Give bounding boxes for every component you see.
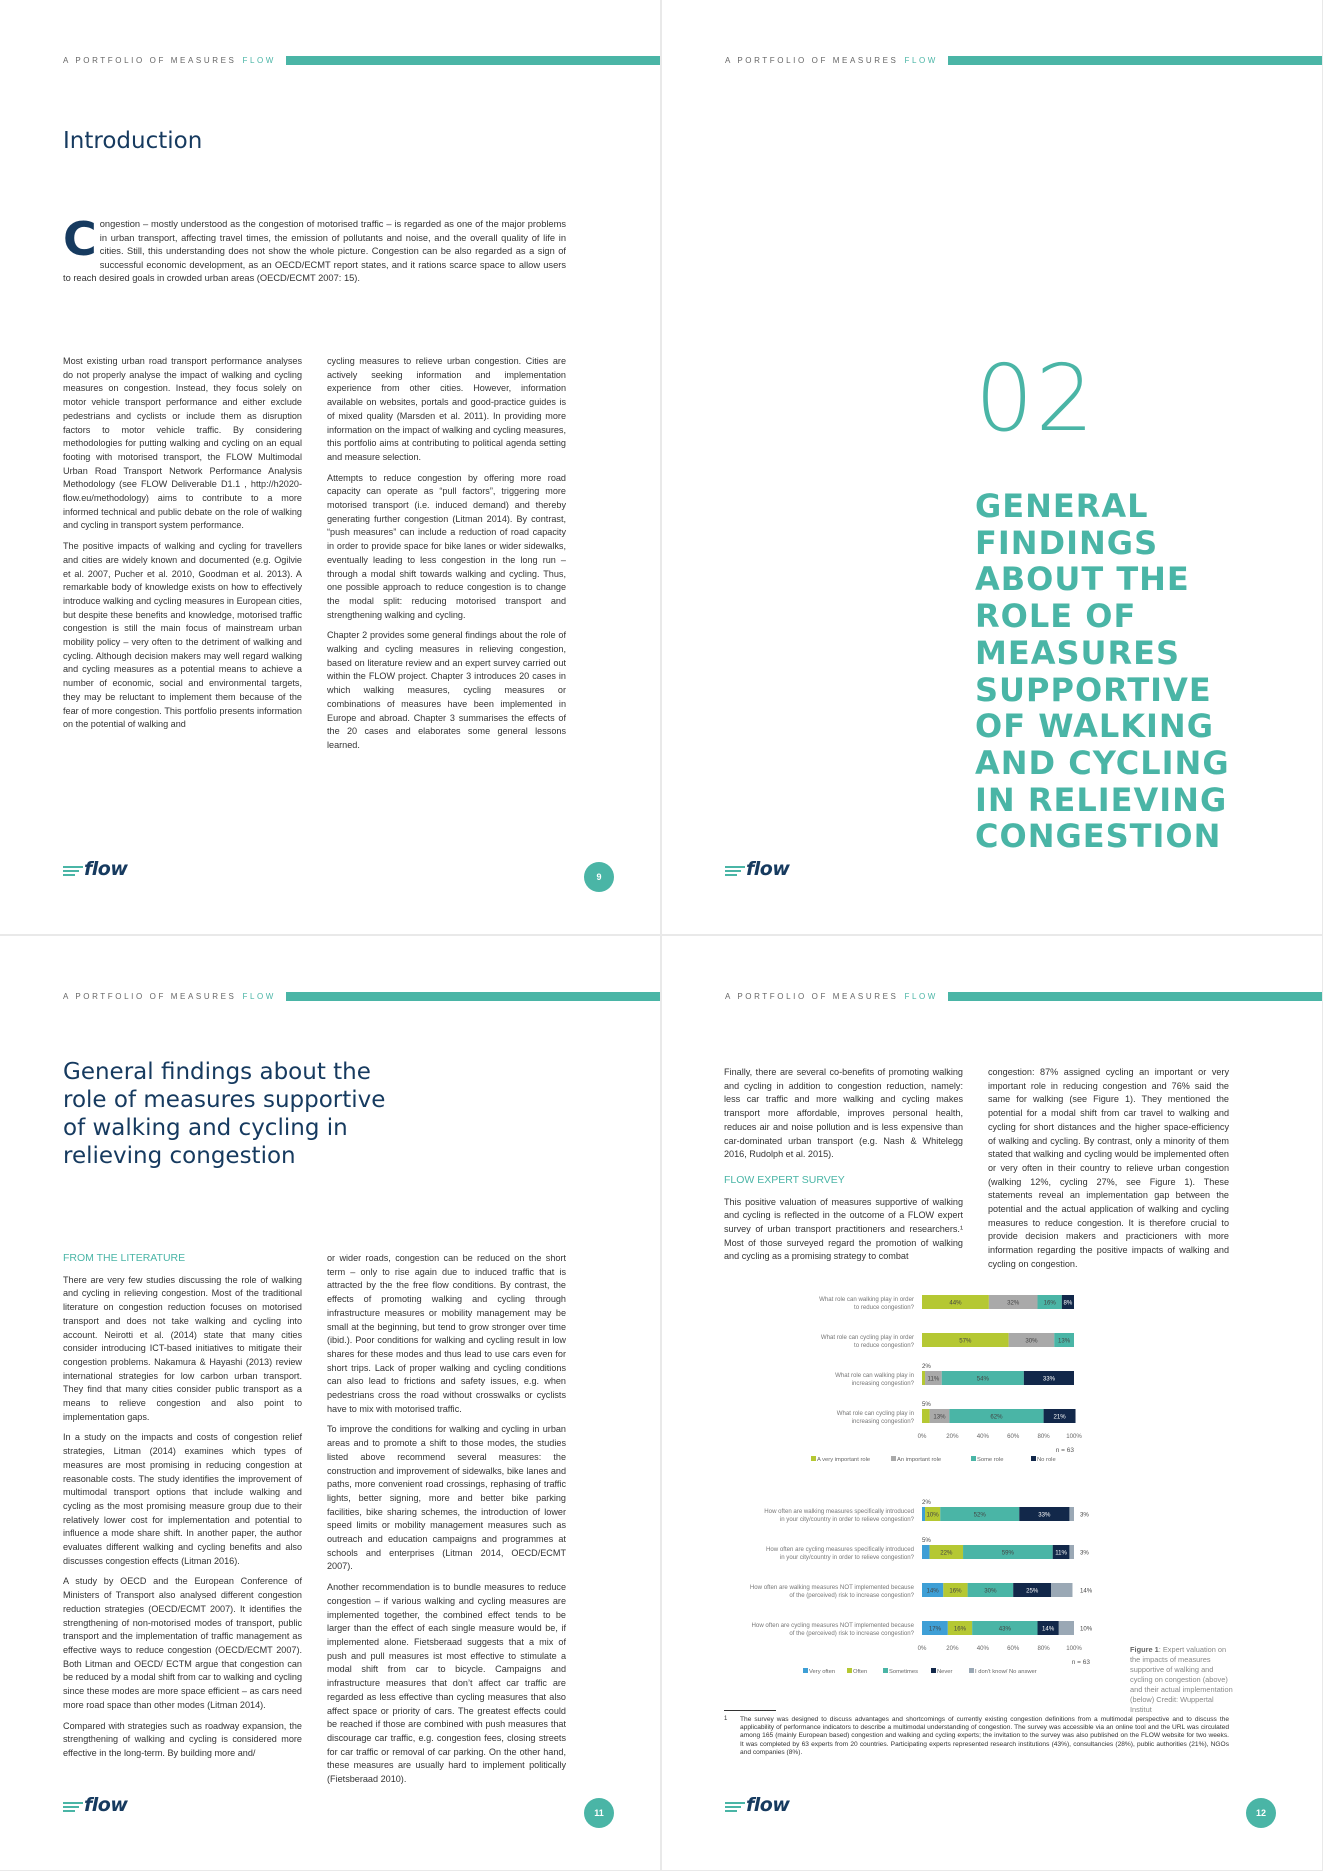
category-label: of the (perceived) risk to increase congestion? [789, 1592, 914, 1599]
data-label: 3% [1080, 1549, 1089, 1557]
data-label: 44% [949, 1299, 962, 1307]
paragraph: In a study on the impacts and costs of congestion relief strategies, Litman (2014) examines which types of measures are most promising in reducing congestion at reasonable costs. The study identifies the improvement of multimodal transport options that include walking and cycling as the most promising measure group due to their relatively lower cost for implementation and potential to influence a mode share shift. In another paper, the author evaluates different walking and cycling benefits and also discusses congestion effects (Litman 2016). [63, 1432, 302, 1566]
data-label: 43% [998, 1625, 1011, 1633]
bar-segment [922, 1371, 925, 1385]
data-label: 11% [927, 1375, 940, 1383]
paragraph: Another recommendation is to bundle measures to reduce congestion – if various walking and cycling measures are implemented together, the combined effect tends to be larger than the effect of each single measure would be, if implemented alone. Fietsberaad suggests that a mix of push and pull measures ist most effective to stimulate a modal shift from car to bicycle. Campaigns and infrastructure measures that don’t affect car traffic are regarded as less effective than cycling measures that also affect space or priority of cars. The greatest effects could be reached if those are combined with push measures that discourage car traffic, e.g. congestion fees, closing streets for car traffic or removal of car parking. On the other hand, these measures are usually hard to implement politically (Fietsberaad 2010). [327, 1582, 566, 1785]
data-label: 16% [1043, 1299, 1056, 1307]
paragraph: congestion: 87% assigned cycling an important or very important role in reducing congestion and 76% said the same for walking (see Figure 1). They mentioned the potential for a modal shift from car travel to walking and cycling for short distances and the higher space-efficiency of walking and cycling. By contrast, only a minority of them stated that walking and cycling would be implemented often or very often in their country to relieve urban congestion (walking 12%, cycling 27%, see Figure 1). These statements reveal an implementation gap between the potential and the actual application of walking and cycling measures to reduce congestion. It is therefore crucial to provide decision makers and practicioners with more information regarding the positive impacts of walking and cycling on congestion. [988, 1067, 1229, 1269]
data-label: 54% [976, 1375, 989, 1383]
tick-label: 20% [946, 1433, 959, 1440]
bar-segment [922, 1545, 930, 1559]
stacked-bar-charts [735, 1288, 1155, 1708]
legend-label: Never [937, 1669, 953, 1675]
paragraph: cycling measures to relieve urban congestion. Cities are actively seeking information and implementation experience from other cities. However, information available on websites, portals and good-practice guides is of mixed quality (Marsden et al. 2011). In providing more information on the impact of walking and cycling measures, this portfolio aims at contributing to political agenda setting and measure selection. [327, 356, 566, 462]
text-column-left [724, 1066, 963, 1271]
category-label: increasing congestion? [851, 1418, 914, 1425]
page-number: 9 [584, 862, 614, 892]
tick-label: 80% [1037, 1645, 1050, 1652]
data-label: 52% [973, 1511, 986, 1519]
tick-label: 60% [1007, 1645, 1020, 1652]
tick-label: 60% [1007, 1433, 1020, 1440]
tick-label: 40% [976, 1433, 989, 1440]
data-label: 33% [1042, 1375, 1056, 1383]
header-flow: FLOW [904, 56, 938, 65]
bar-segment [1069, 1545, 1074, 1559]
paragraph: Chapter 2 provides some general findings about the role of walking and cycling measures in relieving congestion, based on literature review and an expert survey carried out within the FLOW project. Chapter 3 introduces 20 cases in which walking measures, cycling measures or combinations of measures have been implemented in Europe and abroad. Chapter 3 summarises the effects of the 20 cases and elaborates some general lessons learned. [327, 630, 566, 750]
paragraph: Most existing urban road transport performance analyses do not properly analyse the impact of walking and cycling measures on congestion. Instead, they focus solely on motor vehicle transport performance and either exclude pedestrians and cyclists or include them as disruption factors to motor vehicle traffic. By considering methodologies for putting walking and cycling on an equal footing with motorised transport, the FLOW Multimodal Urban Road Transport Network Performance Analysis Methodology (see FLOW Deliverable D1.1 , http://h2020-flow.eu/methodology) aims to contribute to a more informed technical and public debate on the role of walking and cycling in transport system performance. [63, 356, 302, 531]
paragraph: Finally, there are several co-benefits of promoting walking and cycling in addition to congestion reduction, namely: less car traffic and more walking and cycling makes transport more affordable, improves personal health, reduces air and noise pollution and is less expensive than car-dominated urban transport (e.g. Nash & Whitelegg 2016, Rudolph et al. 2015). [724, 1067, 963, 1160]
category-label: What role can walking play in order [819, 1296, 914, 1303]
category-label: to reduce congestion? [854, 1304, 914, 1311]
header-label: A PORTFOLIO OF MEASURES [725, 56, 899, 65]
tick-label: 80% [1037, 1433, 1050, 1440]
header-label: A PORTFOLIO OF MEASURES [63, 56, 237, 65]
data-label: 5% [922, 1537, 931, 1544]
paragraph: or wider roads, congestion can be reduced on the short term – only to rise again due to induced traffic that is attracted by the the free flow conditions. By contrast, the effects of promoting walking and cycling through infrastructure measures or mobility management may be small at the beginning, but tend to grow stronger over time (ibid.). Poor conditions for walking and cycling result in low shares for these modes and thus lead to use cars even for short trips. Lack of proper walking and cycling conditions can also lead to frictions and safety issues, e.g. when pedestrians cross the road without crosswalks or cyclists have to mix with motorised traffic. [327, 1253, 566, 1414]
figure-caption [1130, 1645, 1235, 1715]
lead-paragraph [63, 212, 566, 286]
tick-label: 20% [946, 1645, 959, 1652]
category-label: How often are walking measures specifically introduced [764, 1508, 914, 1515]
logo-lines-icon [725, 1802, 745, 1812]
header-bar [948, 56, 1322, 65]
caption-label: Figure 1 [1130, 1645, 1159, 1654]
data-label: 21% [1053, 1413, 1066, 1421]
header-bar [286, 56, 660, 65]
flow-logo [63, 858, 127, 880]
data-label: 32% [1007, 1299, 1020, 1307]
sample-size-label: n = 63 [1071, 1659, 1090, 1666]
paragraph: There are very few studies discussing the role of walking and cycling in relieving congestion. Most of the traditional literature on congestion reduction focuses on motorised transport and does not take walking and cycling into account. Neirotti et al. (2014) state that many cities consider introducing ICT-based initiatives to mitigate their congestion problems. Nakamura & Hayashi (2013) review international strategies for low carbon urban transport. They find that many cities consider public transport as a means to relieve congestion and also point to implementation gaps. [63, 1274, 302, 1422]
bar-segment [1051, 1583, 1072, 1597]
chapter-number: 02 [975, 345, 1097, 452]
legend-swatch [883, 1668, 888, 1673]
paragraph: A study by OECD and the European Conference of Ministers of Transport also analysed different congestion reduction strategies (OECD/ECMT 2007). It identifies the strengthening of non-motorised modes of transport, public transport and the implementation of traffic management as effective ways to reduce congestion (OECD/ECMT 2007). Both Litman and OECD/ ECTM argue that congestion can be reduced by a modal shift from car to walking and cycling since these modes are more space efficient – as cars need more road space than other modes (Litman 2014). [63, 1576, 302, 1710]
data-label: 14% [926, 1587, 939, 1595]
paragraph: The positive impacts of walking and cycling for travellers and cities are widely known and documented (e.g. Ogilvie et al. 2007, Pucher et al. 2010, Goodman et al. 2013). A remarkable body of knowledge exists on how to effectively introduce walking and cycling measures in European cities, but despite these benefits and knowledge, motorised traffic congestion is still the main focus of mainstream urban mobility policy – very often to the detriment of walking and cycling. Although decision makers may well regard walking and cycling measures as a potential means to achieve a number of economic, social and environmental targets, they may be reluctant to implement them because of the fear of more congestion. This portfolio presents information on the potential of walking and [63, 541, 302, 730]
legend-label: No role [1037, 1457, 1056, 1463]
page-number: 11 [584, 1798, 614, 1828]
data-label: 57% [959, 1337, 972, 1345]
data-label: 30% [984, 1587, 997, 1595]
category-label: of the (perceived) risk to increase congestion? [789, 1630, 914, 1637]
paragraph: Attempts to reduce congestion by offering more road capacity can operate as “pull factors”, triggering more motorised transport (i.e. induced demand) and thereby generating further congestion (Litman 2014). By contrast, “push measures” can include a reduction of road capacity in order to provide space for bike lanes or wider sidewalks, eventually leading to less congestion in the long run – through a modal shift towards walking and cycling. Thus, one possible approach to reduce congestion is to change the modal split: reducing motorised transport and strengthening walking and cycling. [327, 472, 566, 620]
logo-text: flow [746, 1794, 790, 1816]
data-label: 14% [1042, 1625, 1055, 1633]
data-label: 14% [1080, 1587, 1093, 1595]
legend-swatch [811, 1456, 816, 1461]
logo-text: flow [746, 858, 790, 880]
tick-label: 40% [976, 1645, 989, 1652]
data-label: 13% [933, 1413, 946, 1421]
header-label: A PORTFOLIO OF MEASURES [725, 992, 899, 1001]
section-title: General findings about the role of measures supportive of walking and cycling in relieving congestion [63, 1059, 386, 1169]
category-label: How often are cycling measures specifically introduced [765, 1546, 914, 1553]
data-label: 10% [926, 1511, 939, 1519]
data-label: 11% [1055, 1549, 1067, 1557]
running-header [63, 56, 276, 65]
bar-segment [922, 1507, 925, 1521]
category-label: What role can walking play in [835, 1372, 914, 1379]
data-label: 16% [949, 1587, 962, 1595]
running-header [725, 992, 938, 1001]
bar-segment [1059, 1621, 1074, 1635]
legend-label: Some role [977, 1457, 1004, 1463]
data-label: 8% [1063, 1299, 1073, 1307]
legend-swatch [847, 1668, 852, 1673]
page-9 [0, 0, 660, 934]
header-bar [948, 992, 1322, 1001]
text-column-left [63, 355, 302, 739]
caption-text: : Expert valuation on the impacts of measures supportive of walking and cycling on congestion (above) and their actual implementation (below) Credit: Wuppertal Institut [1130, 1645, 1233, 1714]
header-flow: FLOW [242, 992, 276, 1001]
footnote: The survey was designed to discuss advantages and shortcomings of currently existing congestion definitions from a multimodal perspective and to discuss the applicability of performance indicators to describe a multimodal understanding of congestion. The survey was accessible via an online tool and the URL was circulated among 165 (mainly European based) congestion and walking and cycling experts; the invitation to the survey was also published on the FLOW website for two weeks. It was completed by 63 experts from 20 countries. Participating experts represented research institutions (43%), consultancies (28%), public authorities (21%), NGOs and companies (8%). [740, 1716, 1229, 1756]
header-label: A PORTFOLIO OF MEASURES [63, 992, 237, 1001]
data-label: 30% [1025, 1337, 1038, 1345]
text-column-left [63, 1252, 302, 1768]
paragraph: This positive valuation of measures supportive of walking and cycling is reflected in the outcome of a FLOW expert survey of urban transport practitioners and researchers.¹ Most of those surveyed regard the promotion of walking and cycling as a promising strategy to combat [724, 1196, 963, 1262]
data-label: 17% [928, 1625, 942, 1633]
chapter-title: GENERAL FINDINGS ABOUT THE ROLE OF MEASURES SUPPORTIVE OF WALKING AND CYCLING IN RELIEVING CONGESTION [975, 487, 1230, 856]
legend-label: A very important role [817, 1457, 871, 1463]
legend-swatch [803, 1668, 808, 1673]
data-label: 2% [922, 1499, 931, 1506]
data-label: 16% [953, 1625, 967, 1633]
lead-text: ongestion – mostly understood as the congestion of motorised traffic – is regarded as one of the major problems in urban transport, affecting travel times, the emission of pollutants and noise, and the overall quality of life in cities. Still, this understanding does not show the whole picture. Congestion can be also regarded as a sign of successful economic development, as an OECD/ECMT report states, and it rations scarce space to allow users to reach desired goals in crowded urban areas (OECD/ECMT 2007: 15). [63, 219, 566, 284]
sample-size-label: n = 63 [1055, 1447, 1074, 1454]
data-label: 3% [1080, 1511, 1089, 1519]
subheading: FLOW EXPERT SURVEY [724, 1173, 845, 1186]
logo-lines-icon [63, 866, 83, 876]
text-column-right [327, 1252, 566, 1794]
flow-logo [725, 858, 789, 880]
data-label: 33% [1038, 1511, 1051, 1519]
tick-label: 0% [917, 1433, 927, 1440]
tick-label: 0% [917, 1645, 927, 1652]
data-label: 25% [1026, 1587, 1039, 1595]
legend-label: Sometimes [889, 1669, 918, 1675]
page-title: Introduction [63, 128, 203, 154]
running-header [725, 56, 938, 65]
legend-swatch [931, 1668, 936, 1673]
legend-swatch [969, 1668, 974, 1673]
header-flow: FLOW [242, 56, 276, 65]
data-label: 2% [922, 1363, 931, 1370]
logo-text: flow [84, 858, 128, 880]
flow-logo [725, 1794, 789, 1816]
header-bar [286, 992, 660, 1001]
data-label: 62% [990, 1413, 1003, 1421]
category-label: increasing congestion? [851, 1380, 914, 1387]
category-label: What role can cycling play in order [820, 1334, 914, 1341]
running-header [63, 992, 276, 1001]
bar-segment [1069, 1507, 1074, 1521]
tick-label: 100% [1066, 1645, 1082, 1652]
logo-lines-icon [63, 1802, 83, 1812]
text-column-right [327, 355, 566, 760]
text-column-right [988, 1066, 1229, 1279]
category-label: in your city/country in order to relieve congestion? [779, 1516, 914, 1523]
legend-swatch [1031, 1456, 1036, 1461]
drop-cap: C [63, 212, 97, 266]
flow-logo [63, 1794, 127, 1816]
figure-1-chart [735, 1288, 1155, 1713]
logo-lines-icon [725, 866, 745, 876]
legend-swatch [971, 1456, 976, 1461]
category-label: How often are cycling measures NOT implemented because [751, 1622, 914, 1629]
data-label: 22% [940, 1549, 953, 1557]
category-label: in your city/country in order to relieve congestion? [779, 1554, 914, 1561]
bar-segment [922, 1409, 930, 1423]
data-label: 5% [922, 1401, 931, 1408]
category-label: How often are walking measures NOT implemented because [749, 1584, 914, 1591]
legend-label: Very often [809, 1669, 836, 1675]
logo-text: flow [84, 1794, 128, 1816]
legend-label: An important role [897, 1457, 942, 1463]
category-label: What role can cycling play in [836, 1410, 914, 1417]
footnote-rule [724, 1710, 776, 1711]
legend-label: Often [853, 1669, 868, 1675]
legend-swatch [891, 1456, 896, 1461]
data-label: 10% [1080, 1625, 1093, 1633]
paragraph: To improve the conditions for walking and cycling in urban areas and to promote a shift to those modes, the studies listed above recommend several measures: the construction and improvement of sidewalks, bike lanes and paths, more convenient road crossings, rephasing of traffic lights, better signing, more and better bike parking facilities, bike sharing schemes, the introduction of lower speed limits or mobility management measures such as outreach and education campaigns and programmes at schools and enterprises (Litman 2014, OECD/ECMT 2007). [327, 1424, 566, 1572]
footnote-mark: 1 [724, 1716, 728, 1722]
data-label: 59% [1001, 1549, 1014, 1557]
subheading: FROM THE LITERATURE [63, 1252, 186, 1264]
paragraph: Compared with strategies such as roadway expansion, the strengthening of walking and cycling is considered more effective in the long-term. By building more and/ [63, 1720, 302, 1758]
page-number: 12 [1246, 1798, 1276, 1828]
category-label: to reduce congestion? [854, 1342, 914, 1349]
tick-label: 100% [1066, 1433, 1082, 1440]
data-label: 13% [1058, 1337, 1071, 1345]
header-flow: FLOW [904, 992, 938, 1001]
legend-label: I don't know/ No answer [975, 1669, 1037, 1675]
